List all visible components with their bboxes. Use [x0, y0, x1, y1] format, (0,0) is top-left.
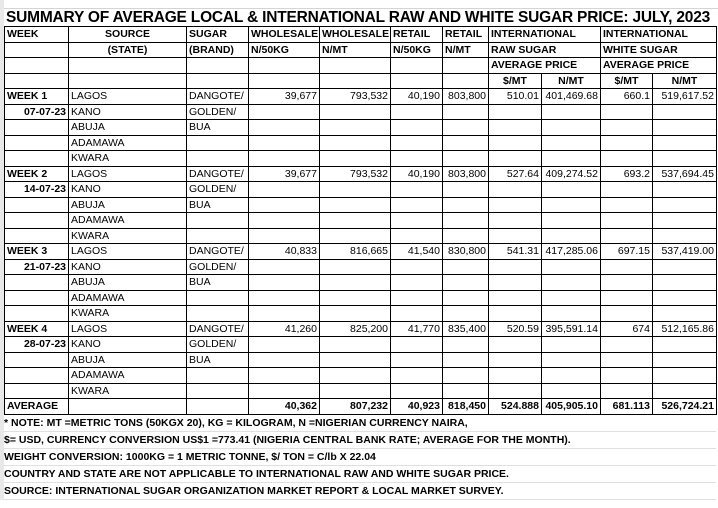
- empty-cell: [249, 135, 320, 151]
- empty-cell: [249, 306, 320, 322]
- empty-cell: [443, 182, 489, 198]
- empty-cell: [391, 259, 443, 275]
- empty-cell: [391, 213, 443, 229]
- price-wsmt: 825,200: [320, 321, 391, 337]
- state-cell: ADAMAWA: [69, 290, 187, 306]
- state-cell: KWARA: [69, 306, 187, 322]
- empty-cell: [443, 383, 489, 399]
- brand-cell: GOLDEN/: [187, 337, 249, 353]
- empty-cell: [653, 182, 717, 198]
- empty-cell: [320, 352, 391, 368]
- empty-cell: [601, 104, 653, 120]
- empty-cell: [5, 368, 69, 384]
- table-row: [5, 228, 717, 244]
- state-cell: LAGOS: [69, 89, 187, 105]
- empty-cell: [601, 151, 653, 167]
- table-row: [5, 104, 717, 120]
- state-cell: KWARA: [69, 383, 187, 399]
- empty-cell: [391, 275, 443, 291]
- empty-cell: [542, 213, 601, 229]
- price-rtmt: 803,800: [443, 166, 489, 182]
- state-cell: ABUJA: [69, 275, 187, 291]
- header-white: INTERNATIONAL: [601, 27, 717, 43]
- empty-cell: [187, 399, 249, 415]
- price-raw-ngn: 409,274.52: [542, 166, 601, 182]
- state-cell: ABUJA: [69, 197, 187, 213]
- price-white-ngn: 519,617.52: [653, 89, 717, 105]
- empty-cell: [320, 368, 391, 384]
- brand-cell: GOLDEN/: [187, 182, 249, 198]
- header-unit: N/MT: [443, 42, 489, 58]
- brand-cell: DANGOTE/: [187, 321, 249, 337]
- empty-cell: [653, 151, 717, 167]
- empty-cell: [320, 213, 391, 229]
- note-line: * NOTE: MT =METRIC TONS (50KGX 20), KG = KILOGRAM, N =NIGERIAN CURRENCY NAIRA,: [4, 415, 716, 432]
- empty-cell: [542, 228, 601, 244]
- empty-cell: [249, 151, 320, 167]
- state-cell: LAGOS: [69, 244, 187, 260]
- average-ws50: 40,362: [249, 399, 320, 415]
- average-label: AVERAGE: [5, 399, 69, 415]
- state-cell: KANO: [69, 259, 187, 275]
- empty-cell: [320, 182, 391, 198]
- brand-cell: GOLDEN/: [187, 104, 249, 120]
- table-row: [5, 151, 717, 167]
- average-rt50: 40,923: [391, 399, 443, 415]
- empty-cell: [391, 135, 443, 151]
- header-week: WEEK: [5, 27, 69, 43]
- empty-cell: [443, 275, 489, 291]
- empty-cell: [5, 275, 69, 291]
- empty-cell: [443, 120, 489, 136]
- empty-cell: [542, 135, 601, 151]
- state-cell: KANO: [69, 337, 187, 353]
- empty-cell: [5, 383, 69, 399]
- week-date: 07-07-23: [5, 104, 69, 120]
- brand-cell: GOLDEN/: [187, 259, 249, 275]
- empty-cell: [5, 213, 69, 229]
- header-white-2: WHITE SUGAR: [601, 42, 717, 58]
- average-row: [5, 399, 717, 415]
- empty-cell: [489, 368, 542, 384]
- empty-cell: [320, 120, 391, 136]
- empty-cell: [320, 259, 391, 275]
- empty-cell: [601, 290, 653, 306]
- brand-cell: DANGOTE/: [187, 89, 249, 105]
- week-date: 14-07-23: [5, 182, 69, 198]
- empty-cell: [542, 275, 601, 291]
- empty-cell: [542, 104, 601, 120]
- empty-cell: [443, 151, 489, 167]
- average-wsmt: 807,232: [320, 399, 391, 415]
- header-usd: $/MT: [489, 73, 542, 89]
- average-raw-usd: 524.888: [489, 399, 542, 415]
- week-label: WEEK 2: [5, 166, 69, 182]
- empty-cell: [542, 290, 601, 306]
- empty-cell: [653, 275, 717, 291]
- price-ws50: 39,677: [249, 166, 320, 182]
- table-row: [5, 135, 717, 151]
- empty-cell: [320, 104, 391, 120]
- price-rt50: 40,190: [391, 166, 443, 182]
- empty-cell: [489, 104, 542, 120]
- empty-cell: [489, 197, 542, 213]
- state-cell: LAGOS: [69, 321, 187, 337]
- empty-cell: [542, 368, 601, 384]
- state-cell: ADAMAWA: [69, 213, 187, 229]
- header-unit: N/50KG: [249, 42, 320, 58]
- header-unit: N/MT: [320, 42, 391, 58]
- empty-cell: [653, 337, 717, 353]
- empty-cell: [601, 197, 653, 213]
- empty-cell: [489, 383, 542, 399]
- empty-cell: [391, 104, 443, 120]
- cut-off-row: [4, 0, 718, 9]
- empty-cell: [542, 182, 601, 198]
- empty-cell: [653, 228, 717, 244]
- note-line: COUNTRY AND STATE ARE NOT APPLICABLE TO INTERNATIONAL RAW AND WHITE SUGAR PRICE.: [4, 466, 716, 483]
- empty-cell: [249, 290, 320, 306]
- empty-cell: [187, 383, 249, 399]
- week-label: WEEK 4: [5, 321, 69, 337]
- empty-cell: [391, 352, 443, 368]
- empty-cell: [249, 383, 320, 399]
- note-line: WEIGHT CONVERSION: 1000KG = 1 METRIC TONNE, $/ TON = C/lb X 22.04: [4, 449, 716, 466]
- empty-cell: [249, 182, 320, 198]
- empty-cell: [320, 228, 391, 244]
- empty-cell: [653, 197, 717, 213]
- empty-cell: [542, 197, 601, 213]
- empty-cell: [601, 337, 653, 353]
- empty-cell: [489, 228, 542, 244]
- empty-cell: [489, 120, 542, 136]
- empty-cell: [601, 228, 653, 244]
- empty-cell: [5, 120, 69, 136]
- average-white-ngn: 526,724.21: [653, 399, 717, 415]
- table-row: [5, 306, 717, 322]
- empty-cell: [489, 290, 542, 306]
- empty-cell: [653, 259, 717, 275]
- empty-cell: [320, 337, 391, 353]
- price-ws50: 40,833: [249, 244, 320, 260]
- price-white-ngn: 537,419.00: [653, 244, 717, 260]
- empty-cell: [443, 135, 489, 151]
- table-row: [5, 275, 717, 291]
- price-white-usd: 674: [601, 321, 653, 337]
- empty-cell: [5, 352, 69, 368]
- week-date: 28-07-23: [5, 337, 69, 353]
- empty-cell: [320, 135, 391, 151]
- empty-cell: [249, 228, 320, 244]
- price-ws50: 39,677: [249, 89, 320, 105]
- empty-cell: [653, 135, 717, 151]
- empty-cell: [320, 151, 391, 167]
- table-row: [5, 337, 717, 353]
- empty-cell: [489, 352, 542, 368]
- price-raw-usd: 541.31: [489, 244, 542, 260]
- brand-cell: BUA: [187, 275, 249, 291]
- state-cell: KANO: [69, 104, 187, 120]
- note-line: $= USD, CURRENCY CONVERSION US$1 =773.41 (NIGERIA CENTRAL BANK RATE; AVERAGE FOR THE MONTH).: [4, 432, 716, 449]
- empty-cell: [489, 306, 542, 322]
- average-rtmt: 818,450: [443, 399, 489, 415]
- empty-cell: [69, 399, 187, 415]
- table-row: [5, 197, 717, 213]
- state-cell: ADAMAWA: [69, 135, 187, 151]
- price-rt50: 41,770: [391, 321, 443, 337]
- empty-cell: [653, 352, 717, 368]
- empty-cell: [249, 337, 320, 353]
- table-row: [5, 290, 717, 306]
- empty-cell: [601, 306, 653, 322]
- price-white-usd: 660.1: [601, 89, 653, 105]
- empty-cell: [443, 197, 489, 213]
- empty-cell: [542, 383, 601, 399]
- empty-cell: [187, 368, 249, 384]
- empty-cell: [5, 151, 69, 167]
- header-retail-50kg: RETAIL: [391, 27, 443, 43]
- state-cell: ABUJA: [69, 352, 187, 368]
- empty-cell: [249, 368, 320, 384]
- empty-cell: [249, 104, 320, 120]
- price-rt50: 40,190: [391, 89, 443, 105]
- empty-cell: [187, 306, 249, 322]
- header-state: (STATE): [69, 42, 187, 58]
- empty-cell: [320, 290, 391, 306]
- brand-cell: DANGOTE/: [187, 166, 249, 182]
- price-raw-usd: 510.01: [489, 89, 542, 105]
- table-row: [5, 321, 717, 337]
- price-rtmt: 803,800: [443, 89, 489, 105]
- empty-cell: [542, 306, 601, 322]
- header-raw: INTERNATIONAL: [489, 27, 601, 43]
- table-row: [5, 182, 717, 198]
- empty-cell: [443, 368, 489, 384]
- row-header-strip: [0, 0, 4, 500]
- state-cell: KANO: [69, 182, 187, 198]
- empty-cell: [653, 213, 717, 229]
- empty-cell: [489, 135, 542, 151]
- header-raw-3: AVERAGE PRICE: [489, 58, 601, 74]
- price-ws50: 41,260: [249, 321, 320, 337]
- empty-cell: [489, 275, 542, 291]
- empty-cell: [443, 259, 489, 275]
- table-row: [5, 259, 717, 275]
- week-label: WEEK 3: [5, 244, 69, 260]
- empty-cell: [601, 213, 653, 229]
- empty-cell: [5, 306, 69, 322]
- empty-cell: [249, 259, 320, 275]
- header-usd: $/MT: [601, 73, 653, 89]
- empty-cell: [391, 120, 443, 136]
- empty-cell: [320, 383, 391, 399]
- brand-cell: BUA: [187, 197, 249, 213]
- empty-cell: [320, 197, 391, 213]
- empty-cell: [489, 337, 542, 353]
- empty-cell: [601, 383, 653, 399]
- empty-cell: [187, 213, 249, 229]
- empty-cell: [5, 135, 69, 151]
- empty-cell: [187, 228, 249, 244]
- empty-cell: [601, 368, 653, 384]
- empty-cell: [443, 306, 489, 322]
- price-wsmt: 816,665: [320, 244, 391, 260]
- table-row: [5, 383, 717, 399]
- empty-cell: [5, 197, 69, 213]
- empty-cell: [249, 275, 320, 291]
- empty-cell: [320, 306, 391, 322]
- header-retail-mt: RETAIL: [443, 27, 489, 43]
- price-raw-usd: 527.64: [489, 166, 542, 182]
- average-white-usd: 681.113: [601, 399, 653, 415]
- price-white-usd: 693.2: [601, 166, 653, 182]
- empty-cell: [391, 337, 443, 353]
- price-white-ngn: 537,694.45: [653, 166, 717, 182]
- header-raw-2: RAW SUGAR: [489, 42, 601, 58]
- empty-cell: [601, 120, 653, 136]
- price-raw-ngn: 401,469.68: [542, 89, 601, 105]
- empty-cell: [601, 182, 653, 198]
- empty-cell: [601, 135, 653, 151]
- table-row: [5, 120, 717, 136]
- empty-cell: [187, 135, 249, 151]
- state-cell: ADAMAWA: [69, 368, 187, 384]
- empty-cell: [489, 213, 542, 229]
- brand-cell: DANGOTE/: [187, 244, 249, 260]
- empty-cell: [653, 120, 717, 136]
- week-date: 21-07-23: [5, 259, 69, 275]
- empty-cell: [489, 182, 542, 198]
- empty-cell: [5, 228, 69, 244]
- header-ngn: N/MT: [542, 73, 601, 89]
- empty-cell: [5, 290, 69, 306]
- empty-cell: [5, 42, 69, 58]
- price-raw-usd: 520.59: [489, 321, 542, 337]
- empty-cell: [653, 290, 717, 306]
- empty-cell: [653, 368, 717, 384]
- empty-cell: [542, 151, 601, 167]
- table-row: [5, 89, 717, 105]
- empty-cell: [653, 383, 717, 399]
- empty-cell: [601, 275, 653, 291]
- state-cell: LAGOS: [69, 166, 187, 182]
- empty-cell: [601, 259, 653, 275]
- empty-cell: [391, 197, 443, 213]
- brand-cell: BUA: [187, 120, 249, 136]
- empty-cell: [443, 228, 489, 244]
- header-wholesale-mt: WHOLESALE: [320, 27, 391, 43]
- empty-cell: [391, 368, 443, 384]
- brand-cell: BUA: [187, 352, 249, 368]
- header-white-3: AVERAGE PRICE: [601, 58, 717, 74]
- price-rtmt: 835,400: [443, 321, 489, 337]
- empty-cell: [443, 337, 489, 353]
- empty-cell: [443, 104, 489, 120]
- empty-cell: [249, 197, 320, 213]
- state-cell: ABUJA: [69, 120, 187, 136]
- empty-cell: [249, 352, 320, 368]
- table-row: [5, 166, 717, 182]
- price-rt50: 41,540: [391, 244, 443, 260]
- page-title: SUMMARY OF AVERAGE LOCAL & INTERNATIONAL RAW AND WHITE SUGAR PRICE: JULY, 2023: [6, 9, 711, 26]
- header-brand: (BRAND): [187, 42, 249, 58]
- empty-cell: [443, 213, 489, 229]
- empty-cell: [391, 306, 443, 322]
- table-row: [5, 213, 717, 229]
- price-rtmt: 830,800: [443, 244, 489, 260]
- table-row: [5, 244, 717, 260]
- empty-cell: [489, 259, 542, 275]
- empty-cell: [391, 383, 443, 399]
- average-raw-ngn: 405,905.10: [542, 399, 601, 415]
- header-unit: N/50KG: [391, 42, 443, 58]
- empty-cell: [391, 228, 443, 244]
- state-cell: KWARA: [69, 228, 187, 244]
- empty-cell: [391, 151, 443, 167]
- header-ngn: N/MT: [653, 73, 717, 89]
- table-row: [5, 368, 717, 384]
- state-cell: KWARA: [69, 151, 187, 167]
- notes: [4, 415, 718, 500]
- note-line: SOURCE: INTERNATIONAL SUGAR ORGANIZATION MARKET REPORT & LOCAL MARKET SURVEY.: [4, 483, 716, 500]
- empty-cell: [653, 306, 717, 322]
- header-sugar: SUGAR: [187, 27, 249, 43]
- header-source: SOURCE: [69, 27, 187, 43]
- price-white-ngn: 512,165.86: [653, 321, 717, 337]
- price-raw-ngn: 417,285.06: [542, 244, 601, 260]
- table-row: [5, 352, 717, 368]
- empty-cell: [542, 337, 601, 353]
- empty-cell: [489, 151, 542, 167]
- empty-cell: [391, 290, 443, 306]
- empty-cell: [249, 120, 320, 136]
- price-white-usd: 697.15: [601, 244, 653, 260]
- price-raw-ngn: 395,591.14: [542, 321, 601, 337]
- header-wholesale-50kg: WHOLESALE: [249, 27, 320, 43]
- price-wsmt: 793,532: [320, 166, 391, 182]
- empty-cell: [601, 352, 653, 368]
- empty-cell: [391, 182, 443, 198]
- empty-cell: [187, 290, 249, 306]
- empty-cell: [542, 259, 601, 275]
- empty-cell: [542, 352, 601, 368]
- empty-cell: [542, 120, 601, 136]
- empty-cell: [653, 104, 717, 120]
- empty-cell: [249, 213, 320, 229]
- empty-cell: [187, 151, 249, 167]
- week-label: WEEK 1: [5, 89, 69, 105]
- price-table: [4, 26, 717, 415]
- empty-cell: [320, 275, 391, 291]
- empty-cell: [443, 352, 489, 368]
- price-wsmt: 793,532: [320, 89, 391, 105]
- empty-cell: [443, 290, 489, 306]
